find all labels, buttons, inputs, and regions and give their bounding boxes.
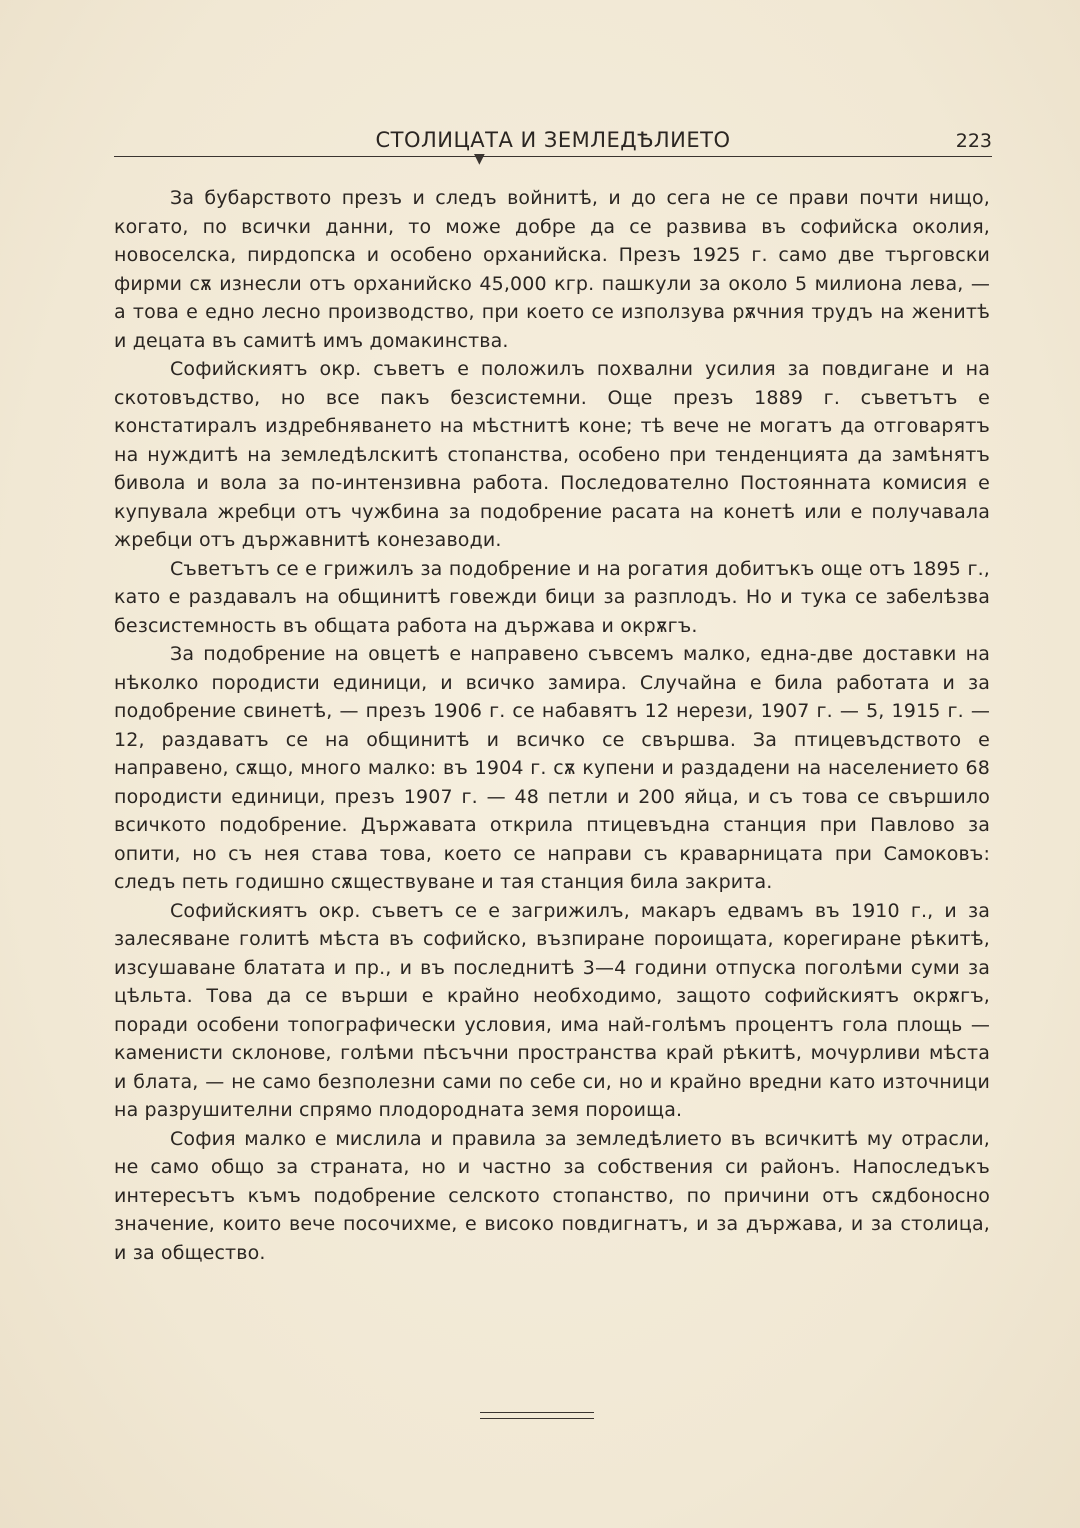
paragraph-conclusion: София малко е мислила и правила за земледѣлието въ всичкитѣ му отрасли, не само общо за страната, но и частно за собствения си районъ. Напоследъкъ интересътъ къмъ подобрение селското стопанство, по причини отъ сѫдбоносно значение, които вече посочихме, е високо повдигнатъ, и за държава, и за столица, и за общество. bbox=[114, 1127, 990, 1264]
paragraph-sheep-pigs-poultry: За подобрение на овцетѣ е направено съвсемъ малко, една-две доставки на нѣколко породисти единици, и всичко замира. Случайна е била работата и за подобрение свинетѣ, — презъ 1906 г. се набавятъ 12 нерези, 1907 г. — 5, 1915 г. — 12, раздаватъ се на общинитѣ и всичко се свършва. За птицевъдството е направено, сѫщо, много малко: въ 1904 г. сѫ купени и раздадени на населението 68 породисти единици, презъ 1907 г. — 48 петли и 200 яйца, и съ това се свършило всичкото подобрение. Държавата открила птицевъдна станция при Павлово за опити, но съ нея става това, което се направи съ краварницата при Самоковъ: следъ петь годишно сѫществуване и тая станция била закрита. bbox=[114, 643, 990, 893]
ornament-icon: ▼ bbox=[474, 151, 485, 167]
running-header bbox=[114, 126, 992, 156]
paragraph-sericulture: За бубарството презъ и следъ войнитѣ, и до сега не се прави почти нищо, когато, по всички данни, то може добре да се развива въ софийска околия, новоселска, пирдопска и особено орханийска. Презъ 1925 г. само две търговски фирми сѫ изнесли отъ орханийско 45,000 кгр. пашкули за около 5 милиона лева, — а това е едно лесно производство, при което се използува рѫчния трудъ на женитѣ и децата въ самитѣ имъ домакинства. bbox=[114, 187, 990, 352]
end-rule-top bbox=[480, 1412, 594, 1413]
chapter-title: СТОЛИЦАТА И ЗЕМЛЕДѢЛИЕТО bbox=[375, 128, 731, 152]
page-number: 223 bbox=[955, 130, 992, 152]
paragraph-cattle: Съветътъ се е грижилъ за подобрение и на рогатия добитъкъ още отъ 1895 г., като е раздавалъ на общинитѣ говежди бици за разплодъ. Но и тука се забелѣзва безсистемность въ общата работа на държава и окрѫгъ. bbox=[114, 557, 990, 637]
end-rule-bottom bbox=[480, 1418, 594, 1419]
paragraph-horse-breeding: Софийскиятъ окр. съветъ е положилъ похвални усилия за повдигане и на скотовъдство, но все пакъ безсистемни. Още презъ 1889 г. съветътъ е констатиралъ издребняването на мѣстнитѣ коне; тѣ вече не могатъ да отговарятъ на нуждитѣ на земледѣлскитѣ стопанства, особено при тенденцията да замѣнятъ бивола и вола за по-интензивна работа. Последователно Постоянната комисия е купувала жребци отъ чужбина за подобрение расата на конетѣ или е получавала жребци отъ държавнитѣ конезаводи. bbox=[114, 358, 990, 551]
paragraph-afforestation: Софийскиятъ окр. съветъ се е загрижилъ, макаръ едвамъ въ 1910 г., и за залесяване голитѣ мѣста въ софийско, възпиране пороищата, корегиране рѣкитѣ, изсушаване блатата и пр., и въ последнитѣ 3—4 години отпуска поголѣми суми за цѣльта. Това да се върши е крайно необходимо, защото софийскиятъ окрѫгъ, поради особени топографически условия, има най-голѣмъ процентъ гола площь — каменисти склонове, голѣми пѣсъчни пространства край рѣкитѣ, мочурливи мѣста и блата, — не само безполезни сами по себе си, но и крайно вредни като източници на разрушителни спрямо плодородната земя пороища. bbox=[114, 899, 990, 1121]
header-rule bbox=[114, 156, 992, 157]
body-text bbox=[114, 184, 990, 1267]
